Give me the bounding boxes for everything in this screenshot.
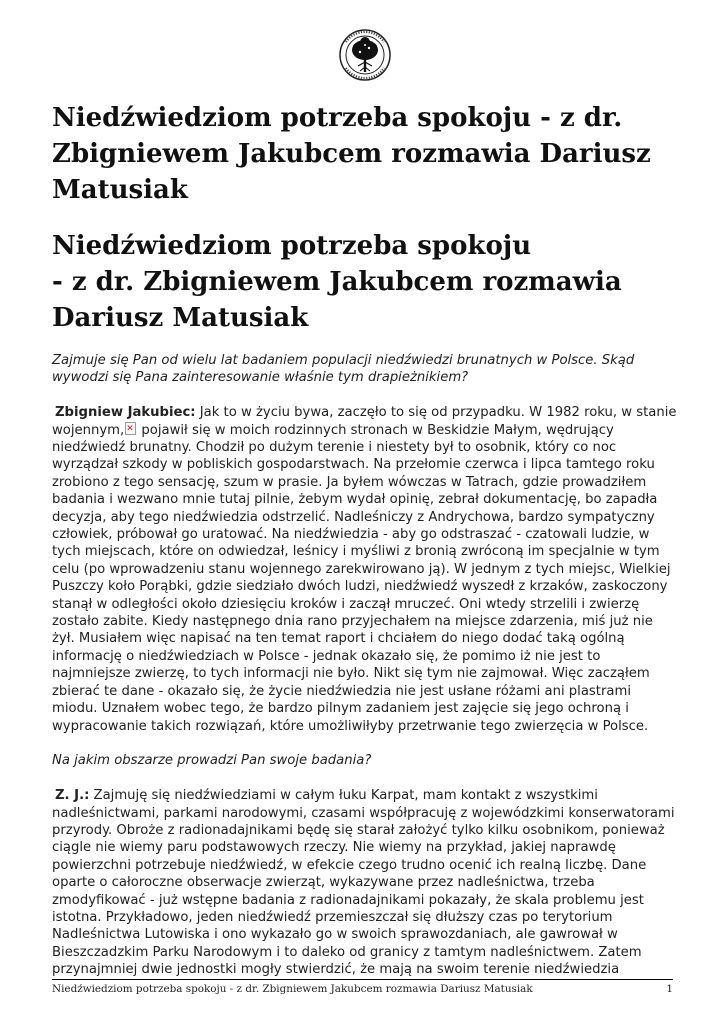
logo-seal-icon <box>338 28 392 82</box>
article-title <box>52 228 672 336</box>
page-number: 1 <box>666 983 673 995</box>
document-title: Niedźwiedziom potrzeba spokoju - z dr. Zbigniewem Jakubcem rozmawia Dariusz Matusiak <box>52 103 651 205</box>
article-title-line-3: Dariusz Matusiak <box>52 303 309 333</box>
answer-1-text-part-2: pojawił się w moich rodzinnych stronach w Beskidzie Małym, wędrujący niedźwiedź brunatny. Chodził po dużym terenie i niestety był to osobnik, który co noc wyrządzał szkody w pobliskich gospodarstwach. Na przełomie czerwca i lipca tamtego roku zrobiono z tego sensację, szum w prasie. Ja byłem wówczas w Tatrach, gdzie prowadziłem badania i wezwano mnie tutaj pilnie, żebym wydał opinię, zebrał dokumentację, bo zapadła decyzja, aby tego niedźwiedzia odstrzelić. Nadleśniczy z Andrychowa, bardzo sympatyczny człowiek, próbował go uratować. Na niedźwiedzia - aby go odstraszać - czatowali ludzie, w tych miejscach, które on odwiedzał, leśnicy i myśliwi z bronią zwróconą im specjalnie w tym celu (po wprowadzeniu stanu wojennego zarekwirowano ją). W jednym z tych miejsc, Wielkiej Puszczy koło Porąbki, gdzie siedziało dwóch ludzi, niedźwiedź wyszedł z krzaków, zaskoczony stanął w odległości około dziesięciu kroków i zaczął mruczeć. Oni wtedy strzelili i zwierzę zostało zabite. Kiedy następnego dnia rano przyjechałem na miejsce zdarzenia, miś już nie żył. Musiałem więc napisać na ten temat raport i chciałem do niego dodać taką ogólną informację o niedźwiedziach w Polsce - jednak okazało się, że pomimo iż nie jest to najmniejsze zwierzę, to tych informacji nie było. Nikt się tym nie zajmował. Więc zacząłem zbierać te dane - okazało się, że życie niedźwiedzia nie jest usłane różami ani plastrami miodu. Uznałem wobec tego, że bardzo pilnym zadaniem jest zajęcie się jego ochroną i wypracowanie takich rozwiązań, które umożliwiłyby przetrwanie tego zwierzęcia w Polsce. <box>52 422 671 734</box>
article-body <box>52 352 678 996</box>
footer-divider <box>52 979 673 980</box>
article-title-line-1: Niedźwiedziom potrzeba spokoju <box>52 231 532 261</box>
question-2: Na jakim obszarze prowadzi Pan swoje badania? <box>52 753 372 769</box>
broken-image-icon <box>125 422 136 435</box>
speaker-name: Zbigniew Jakubiec: <box>55 405 196 421</box>
footer-title: Niedźwiedziom potrzeba spokoju - z dr. Zbigniewem Jakubcem rozmawia Dariusz Matusiak <box>52 983 533 995</box>
speaker-initials: Z. J.: <box>55 788 90 804</box>
answer-2 <box>52 787 678 978</box>
question-1: Zajmuje się Pan od wielu lat badaniem populacji niedźwiedzi brunatnych w Polsce. Skąd wywodzi się Pana zainteresowanie właśnie tym drapieżnikiem? <box>52 353 635 386</box>
article-title-line-2: - z dr. Zbigniewem Jakubcem rozmawia <box>52 267 622 297</box>
answer-1-text-part-1: Jak to w życiu bywa, zaczęło to się od przypadku. W 1982 roku, w stanie wojennym, <box>52 405 677 438</box>
answer-2-text: Zajmuję się niedźwiedziami w całym łuku Karpat, mam kontakt z wszystkimi nadleśnictwami, parkami narodowymi, czasami współpracuję z wojewódzkimi konserwatorami przyrody. Obroże z radionadajnikami będę się starał założyć tylko kilku osobnikom, ponieważ ciągle nie wiemy paru podstawowych rzeczy. Nie wiemy na przykład, jakiej naprawdę powierzchni potrzebuje niedźwiedź, w efekcie czego trudno ocenić ich realną liczbę. Dane oparte o całoroczne obserwacje zwierząt, wykazywane przez nadleśnictwa, trzeba zmodyfikować - już wstępne badania z radionadajnikami pokazały, że skala problemu jest istotna. Przykładowo, jeden niedźwiedź przemieszczał się dłuższy czas po terytorium Nadleśnictwa Lutowiska i ono wykazało go w swoich sprawozdaniach, ale gawrował w Bieszczadzkim Parku Narodowym i to daleko od granicy z tamtym nadleśnictwem. Zatem przynajmniej dwie jednostki mogły stwierdzić, że mają na swoim terenie niedźwiedzia <box>52 788 675 978</box>
answer-1 <box>52 404 678 735</box>
